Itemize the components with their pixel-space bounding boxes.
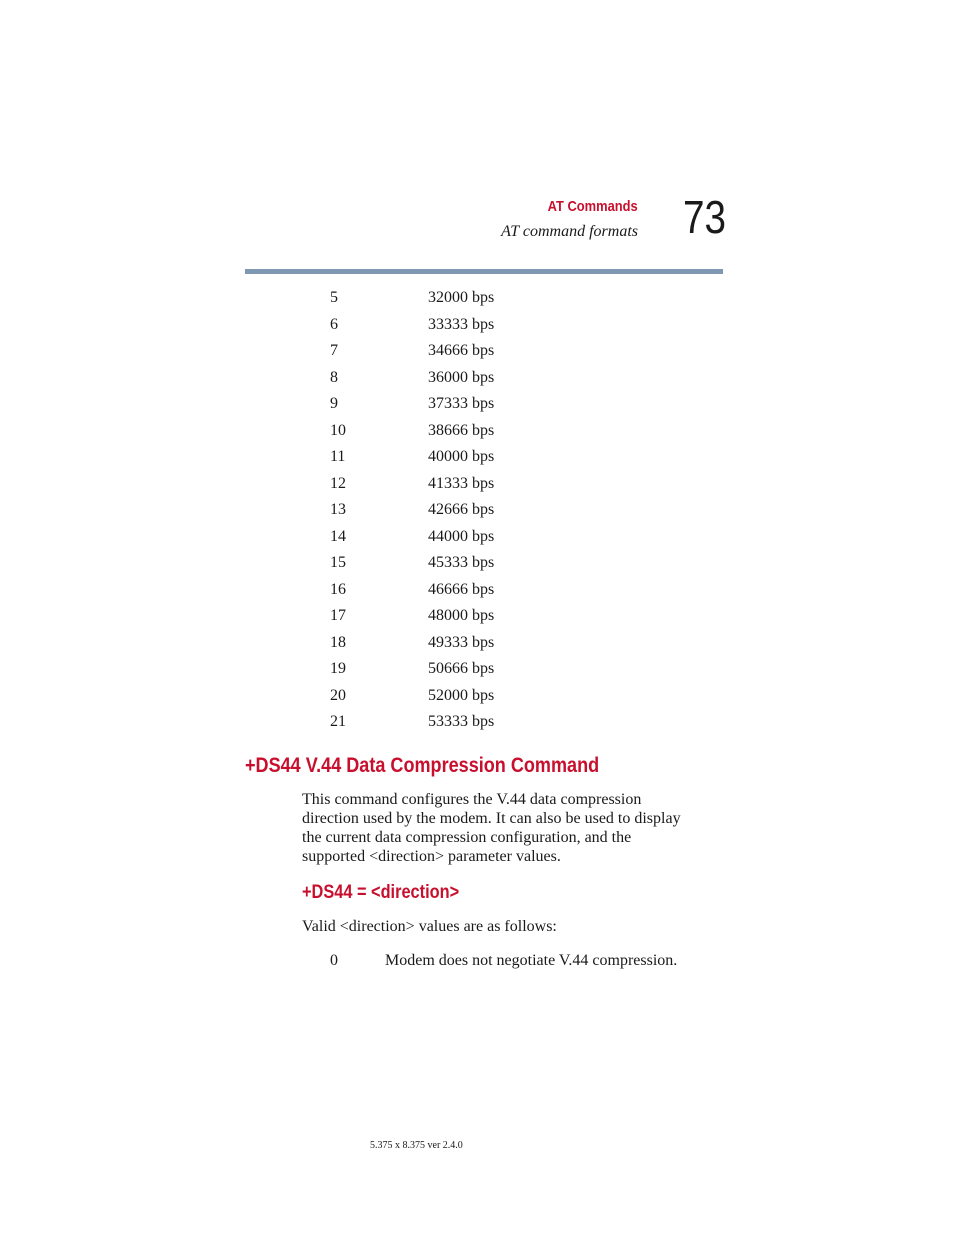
table-row <box>330 603 630 630</box>
table-row <box>330 683 630 710</box>
table-cell-code: 7 <box>330 342 338 359</box>
table-row <box>330 338 630 365</box>
table-cell-code: 19 <box>330 660 346 677</box>
table-cell-code: 21 <box>330 713 346 730</box>
table-row <box>330 497 630 524</box>
header-divider <box>245 269 723 274</box>
table-cell-rate: 50666 bps <box>428 660 495 677</box>
table-cell-code: 8 <box>330 368 338 386</box>
table-cell-rate: 53333 bps <box>428 713 495 730</box>
table-row <box>330 391 630 418</box>
table-cell-code: 17 <box>330 607 346 624</box>
section-heading: +DS44 V.44 Data Compression Command <box>245 754 600 777</box>
table-row <box>330 577 630 604</box>
section-subtitle: AT command formats <box>501 223 638 240</box>
table-cell-code: 11 <box>330 448 346 465</box>
table-cell-rate: 33333 bps <box>428 315 495 333</box>
table-cell-code: 16 <box>330 580 346 598</box>
body-line: supported <direction> parameter values. <box>302 848 561 865</box>
table-row <box>330 418 630 445</box>
table-cell-rate: 52000 bps <box>428 686 495 704</box>
body-line: direction used by the modem. It can also be used to display <box>302 810 681 827</box>
section-body <box>302 790 722 866</box>
table-cell-code: 14 <box>330 527 346 545</box>
table-cell-rate: 44000 bps <box>428 527 495 545</box>
body-line: the current data compression configuration, and the <box>302 829 632 846</box>
table-cell-code: 20 <box>330 686 346 704</box>
table-cell-rate: 38666 bps <box>428 421 495 439</box>
table-cell-rate: 37333 bps <box>428 395 495 412</box>
table-cell-code: 12 <box>330 474 346 492</box>
value-code: 0 <box>330 952 338 969</box>
table-cell-rate: 48000 bps <box>428 607 495 624</box>
table-cell-rate: 42666 bps <box>428 501 495 518</box>
table-row <box>330 656 630 683</box>
table-cell-code: 6 <box>330 315 338 333</box>
table-row <box>330 471 630 498</box>
table-cell-code: 10 <box>330 421 346 439</box>
table-cell-rate: 32000 bps <box>428 289 495 306</box>
table-row <box>330 630 630 657</box>
table-cell-code: 9 <box>330 395 338 412</box>
table-cell-code: 13 <box>330 501 346 518</box>
table-row <box>330 285 630 312</box>
table-cell-rate: 46666 bps <box>428 580 495 598</box>
table-cell-code: 15 <box>330 554 346 571</box>
body-line: This command configures the V.44 data compression <box>302 791 642 808</box>
speed-table <box>330 285 630 736</box>
values-intro: Valid <direction> values are as follows: <box>302 918 557 935</box>
chapter-title: AT Commands <box>547 198 638 215</box>
table-cell-rate: 49333 bps <box>428 633 495 651</box>
footer-version: 5.375 x 8.375 ver 2.4.0 <box>370 1140 463 1151</box>
page-number: 73 <box>683 191 726 243</box>
sub-heading: +DS44 = <direction> <box>302 882 460 903</box>
table-row <box>330 524 630 551</box>
value-description: Modem does not negotiate V.44 compression. <box>385 952 678 969</box>
table-cell-rate: 36000 bps <box>428 368 495 386</box>
table-row <box>330 709 630 736</box>
table-row <box>330 550 630 577</box>
table-row <box>330 365 630 392</box>
table-cell-rate: 34666 bps <box>428 342 495 359</box>
table-cell-rate: 41333 bps <box>428 474 495 492</box>
table-cell-code: 18 <box>330 633 346 651</box>
table-cell-rate: 45333 bps <box>428 554 495 571</box>
table-cell-rate: 40000 bps <box>428 448 495 465</box>
table-cell-code: 5 <box>330 289 338 306</box>
table-row <box>330 312 630 339</box>
table-row <box>330 444 630 471</box>
